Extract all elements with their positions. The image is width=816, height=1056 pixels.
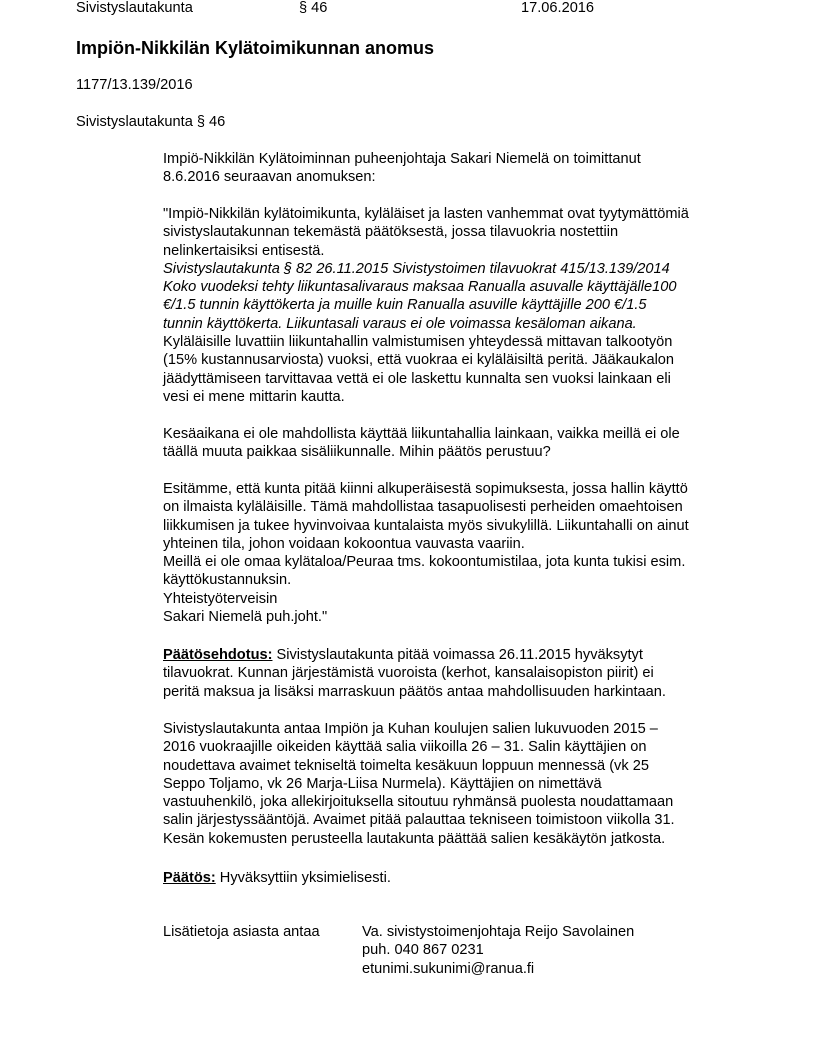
proposal-line: 2016 vuokraajille oikeiden käyttää salia viikoilla 26 – 31. Salin käyttäjien on <box>163 739 647 756</box>
petition-line: jäädyttämiseen tarvittavaa vettä ei ole laskettu kunnalta sen vuoksi lainkaan eli <box>163 370 671 387</box>
contact-phone: puh. 040 867 0231 <box>362 942 484 959</box>
petition-line: Esitämme, että kunta pitää kiinni alkuperäisestä sopimuksesta, jossa hallin käyttö <box>163 481 688 497</box>
petition-line: nelinkertaisiksi entisestä. <box>163 242 325 259</box>
proposal-line: noudettava avaimet tekniseltä toimelta kesäkuun loppuun mennessä (vk 25 <box>163 757 649 774</box>
quoted-decision-line: Sivistyslautakunta § 82 26.11.2015 Sivistystoimen tilavuokrat 415/13.139/2014 <box>163 260 670 277</box>
petition-line: käyttökustannuksin. <box>163 572 292 589</box>
document-title: Impiön-Nikkilän Kylätoimikunnan anomus <box>76 38 435 58</box>
header-date: 17.06.2016 <box>521 0 595 16</box>
proposal-line: Seppo Toljamo, vk 26 Marja-Liisa Nurmela). Käyttäjien on nimettävä <box>163 775 602 792</box>
decision-text: Hyväksyttiin yksimielisesti. <box>215 870 391 886</box>
petition-text <box>163 205 753 406</box>
proposal-label: Päätösehdotus: <box>163 647 273 663</box>
proposal-line: Sivistyslautakunta antaa Impiön ja Kuhan koulujen salien lukuvuoden 2015 – <box>163 721 658 737</box>
contact-email: etunimi.sukunimi@ranua.fi <box>362 960 535 977</box>
header-organ: Sivistyslautakunta <box>76 0 193 16</box>
petition-paragraph-3 <box>163 425 753 462</box>
contact-name: Va. sivistystoimenjohtaja Reijo Savolainen <box>362 924 635 940</box>
petition-line: on ilmaista kyläläisille. Tämä mahdollistaa tasapuolisesti perheiden omaehtoisen <box>163 499 683 516</box>
petition-line: sivistyslautakunnan tekemästä päätöksestä, jossa tilavuokria nostettiin <box>163 224 619 241</box>
intro-line: 8.6.2016 seuraavan anomuksen: <box>163 169 376 186</box>
section-label: Sivistyslautakunta § 46 <box>76 114 226 130</box>
contact-label: Lisätietoja asiasta antaa <box>163 924 320 940</box>
reference-number: 1177/13.139/2016 <box>76 77 193 93</box>
proposal-line: peritä maksua ja lisäksi marraskuun päätös antaa mahdollisuuden harkintaan. <box>163 683 666 700</box>
proposal-line: tilavuokrat. Kunnan järjestämistä vuoroista (kerhot, kansalaisopiston piirit) ei <box>163 665 654 682</box>
petition-line: Kyläläisille luvattiin liikuntahallin valmistumisen yhteydessä mittavan talkootyön <box>163 334 673 351</box>
petition-line: Kesäaikana ei ole mahdollista käyttää liikuntahallia lainkaan, vaikka meillä ei ole <box>163 426 680 442</box>
intro-line: Impiö-Nikkilän Kylätoiminnan puheenjohtaja Sakari Niemelä on toimittanut <box>163 151 641 167</box>
proposal-line: vastuuhenkilö, joka allekirjoituksella sitoutuu ryhmänsä puolesta noudattamaan <box>163 794 674 811</box>
petition-line: liikkumisen ja tukee hyvinvoivaa kuntalaista myös sivukylillä. Liikuntahalli on ainut <box>163 517 689 534</box>
quoted-decision-line: tunnin käyttökerta. Liikuntasali varaus ei ole voimassa kesäloman aikana. <box>163 315 637 332</box>
proposal-line: Kesän kokemusten perusteella lautakunta päättää salien kesäkäytön jatkosta. <box>163 830 666 847</box>
petition-line: vesi ei mene mittarin kautta. <box>163 388 345 405</box>
petition-line: yhteinen tila, johon voidaan kokoontua vauvasta vaariin. <box>163 535 525 552</box>
petition-line: Yhteistyöterveisin <box>163 590 278 607</box>
petition-line: (15% kustannusarviosta) vuoksi, että vuokraa ei kyläläisiltä peritä. Jääkaukalon <box>163 352 675 369</box>
petition-line: täällä muuta paikkaa sisäliikunnalle. Mihin päätös perustuu? <box>163 444 551 461</box>
decision <box>163 869 753 887</box>
proposal-paragraph-2 <box>163 720 753 848</box>
quoted-decision-line: Koko vuodeksi tehty liikuntasalivaraus maksaa Ranualla asuvalle käyttäjälle100 <box>163 279 677 296</box>
proposal-line: salin järjestyssääntöjä. Avaimet pitää palauttaa tekniseen toimistoon viikolla 31. <box>163 812 675 829</box>
proposal-first-line: Sivistyslautakunta pitää voimassa 26.11.2015 hyväksytyt <box>272 647 643 663</box>
petition-signature: Sakari Niemelä puh.joht." <box>163 609 328 626</box>
petition-line: Meillä ei ole omaa kylätaloa/Peuraa tms. kokoontumistilaa, jota kunta tukisi esim. <box>163 554 686 571</box>
decision-label: Päätös: <box>163 870 216 886</box>
petition-line: "Impiö-Nikkilän kylätoimikunta, kyläläiset ja lasten vanhemmat ovat tyytymättömiä <box>163 206 689 222</box>
contact-details <box>362 923 634 978</box>
header-section: § 46 <box>299 0 328 16</box>
decision-proposal <box>163 646 753 701</box>
intro-paragraph <box>163 150 753 187</box>
quoted-decision-line: €/1.5 tunnin käyttökerta ja muille kuin Ranualla asuville käyttäjille 200 €/1.5 <box>163 297 647 314</box>
petition-paragraph-4 <box>163 480 753 626</box>
